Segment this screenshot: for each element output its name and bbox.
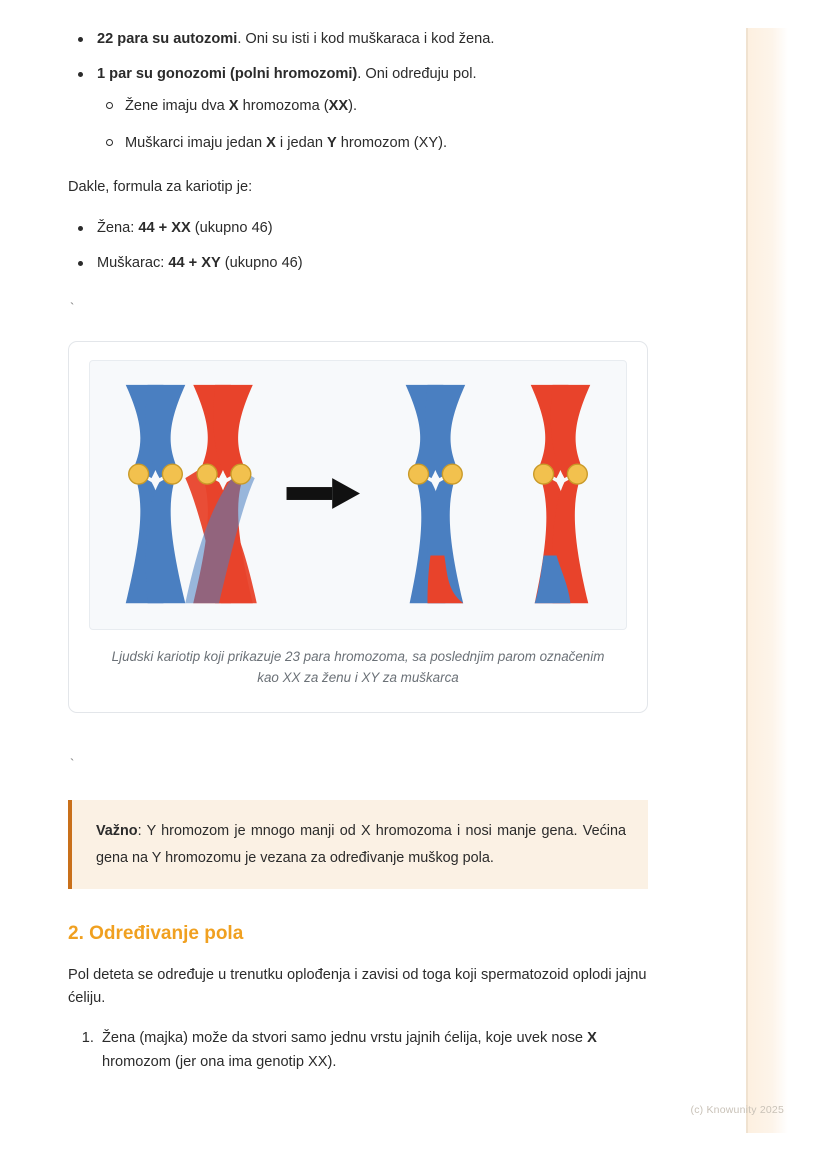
section-paragraph: Pol deteta se određuje u trenutku oplođenja i zavisi od toga koji spermatozoid oplodi jajnu ćeliju. bbox=[68, 966, 647, 1007]
bullet-bold-text: 22 para su autozomi bbox=[97, 31, 238, 47]
list-item bbox=[68, 217, 648, 241]
arrow-icon bbox=[287, 478, 360, 509]
step-post: hromozom (jer ona ima genotip XX). bbox=[102, 1053, 337, 1070]
formula-pre: Žena: bbox=[97, 220, 139, 237]
sub-bullet-bold-1: X bbox=[266, 134, 276, 151]
section-heading: 2. Određivanje pola bbox=[68, 922, 244, 944]
sex-determination-steps bbox=[68, 1027, 648, 1074]
centromere-dot bbox=[129, 464, 149, 484]
chromosome-recombinant-red bbox=[531, 384, 591, 602]
page-right-gradient-strip bbox=[748, 28, 788, 1133]
page-right-divider-line bbox=[746, 28, 748, 1133]
list-item bbox=[68, 252, 648, 276]
crossing-over-region bbox=[185, 464, 256, 603]
formula-bold: 44 + XX bbox=[138, 220, 191, 237]
sub-bullet-pre: Žene imaju dva bbox=[125, 98, 229, 115]
formula-post: (ukupno 46) bbox=[220, 254, 303, 271]
document-content bbox=[68, 28, 648, 1084]
list-item bbox=[97, 132, 648, 156]
important-callout bbox=[68, 800, 648, 888]
list-item bbox=[98, 1027, 648, 1074]
step-bold: X bbox=[587, 1029, 597, 1046]
centromere-dot bbox=[162, 464, 182, 484]
sub-bullet-mid: i jedan bbox=[275, 134, 327, 151]
step-pre: Žena (majka) može da stvori samo jednu vrstu jajnih ćelija, koje uvek nose bbox=[102, 1029, 588, 1046]
sub-bullet-mid: hromozoma ( bbox=[238, 98, 329, 115]
list-item bbox=[97, 95, 648, 119]
chromosome-recombinant-blue bbox=[406, 384, 466, 602]
sub-bullet-pre: Muškarci imaju jedan bbox=[125, 134, 267, 151]
sub-bullet-post: ). bbox=[348, 98, 357, 115]
sub-bullet-bold-2: Y bbox=[327, 134, 337, 151]
karyotype-figure bbox=[68, 341, 648, 714]
callout-text: : Y hromozom je mnogo manji od X hromozoma i nosi manje gena. Većina gena na Y hromozomu je vezana za određivanje muškog pola. bbox=[96, 823, 626, 866]
gonosome-sub-list bbox=[97, 95, 648, 155]
sub-bullet-post: hromozom (XY). bbox=[336, 134, 448, 151]
centromere-dot bbox=[231, 464, 251, 484]
callout-label: Važno bbox=[96, 823, 138, 840]
list-item bbox=[68, 63, 648, 156]
sub-bullet-bold-1: X bbox=[228, 98, 239, 115]
sub-bullet-bold-2: XX bbox=[328, 98, 349, 115]
centromere-dot bbox=[197, 464, 217, 484]
formula-bold: 44 + XY bbox=[168, 254, 221, 271]
list-item bbox=[68, 28, 648, 52]
karyotype-formula-list bbox=[68, 217, 648, 275]
centromere-dot bbox=[409, 464, 429, 484]
stray-backtick-2: ` bbox=[70, 756, 75, 772]
formula-intro-paragraph: Dakle, formula za kariotip je: bbox=[68, 178, 253, 195]
watermark-footer: (c) Knowunity 2025 bbox=[690, 1104, 784, 1116]
centromere-dot bbox=[567, 464, 587, 484]
figure-caption: Ljudski kariotip koji prikazuje 23 para hromozoma, sa poslednjim parom označenim kao XX za ženu i XY za muškarca bbox=[111, 648, 605, 685]
stray-backtick-1: ` bbox=[70, 300, 75, 316]
bullet-bold-text: 1 par su gonozomi (polni hromozomi) bbox=[97, 65, 358, 82]
bullet-rest-text: . Oni određuju pol. bbox=[357, 65, 477, 82]
bullet-rest-text: . Oni su isti i kod muškaraca i kod žena. bbox=[237, 31, 495, 47]
chromosome-diagram bbox=[89, 360, 627, 630]
chromosome-bullet-list bbox=[68, 28, 648, 156]
formula-post: (ukupno 46) bbox=[190, 220, 273, 237]
centromere-dot bbox=[442, 464, 462, 484]
chromosome-blue-left bbox=[126, 384, 186, 602]
formula-pre: Muškarac: bbox=[97, 254, 169, 271]
centromere-dot bbox=[534, 464, 554, 484]
